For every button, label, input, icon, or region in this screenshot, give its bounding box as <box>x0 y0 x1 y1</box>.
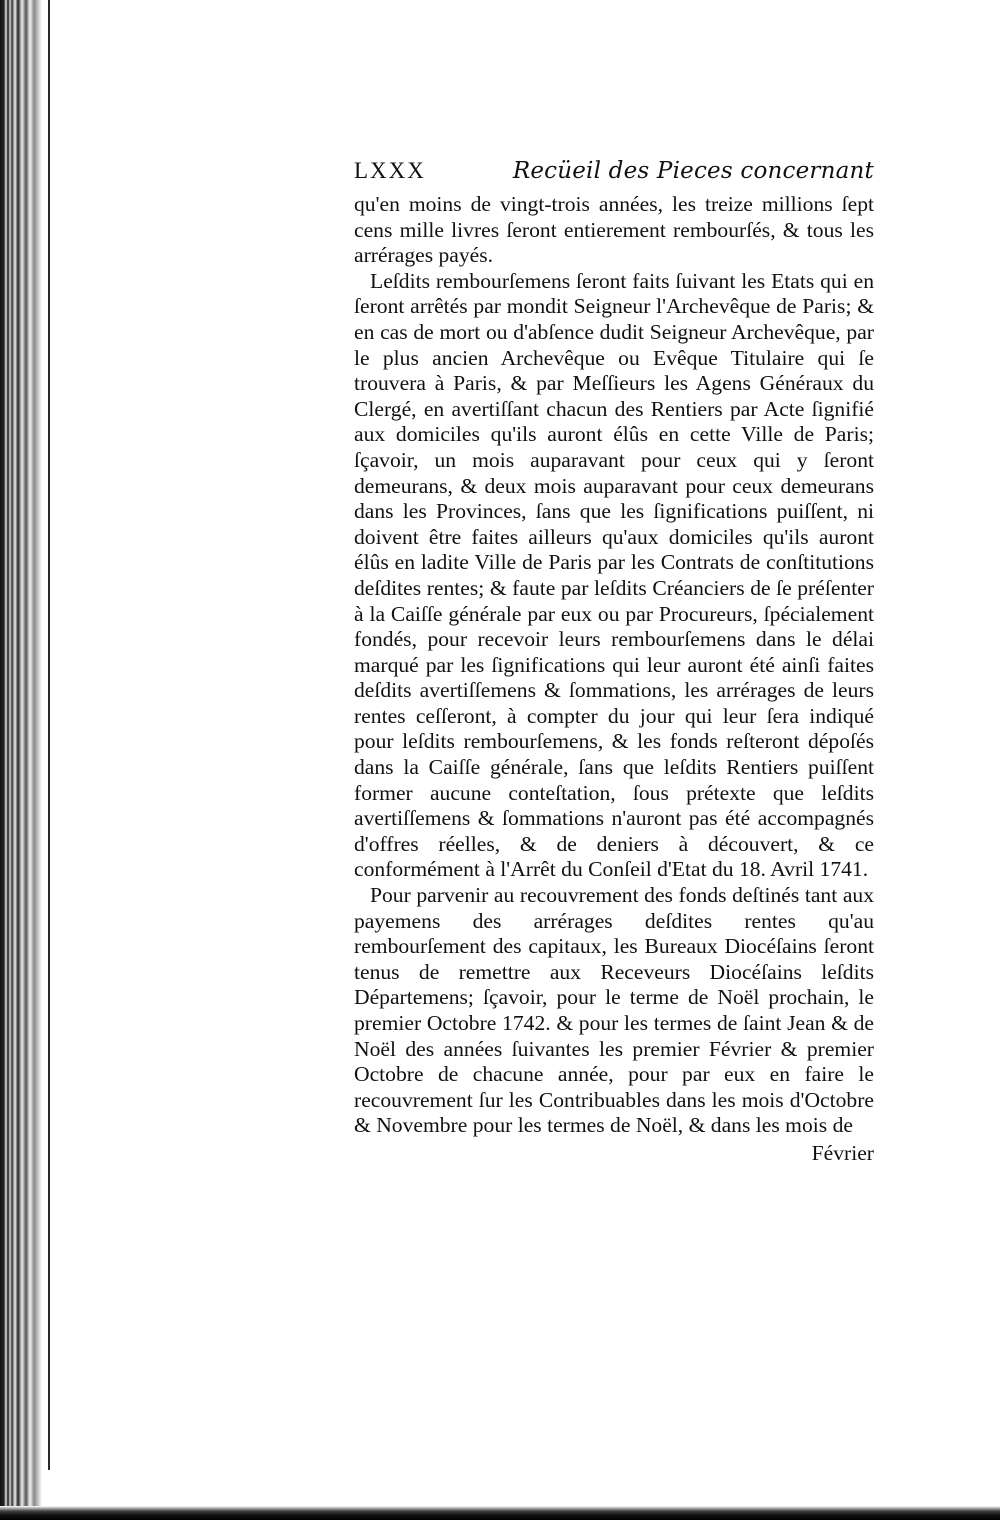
paragraph-continuation: qu'en moins de vingt-trois années, les treize millions ſept cens mille livres ſeront entierement rembourſés, & tous les arrérages payés. <box>354 192 874 268</box>
paragraph-reimbursements: Leſdits rembourſemens ſeront faits ſuivant les Etats qui en ſeront arrêtés par mondit Seigneur l'Archevêque de Paris; & en cas de mort ou d'abſence dudit Seigneur Archevêque, par le plus ancien Archevêque ou Evêque Titulaire qui ſe trouvera à Paris, & par Meſſieurs les Agens Généraux du Clergé, en avertiſſant chacun des Rentiers par Acte ſignifié aux domiciles qu'ils auront élûs en cette Ville de Paris; ſçavoir, un mois auparavant pour ceux qui y ſeront demeurans, & deux mois auparavant pour ceux demeurans dans les Provinces, ſans que les ſignifications puiſſent, ni doivent être faites ailleurs qu'aux domiciles qu'ils auront élûs en ladite Ville de Paris par les Contrats de conſtitutions deſdites rentes; & faute par leſdits Créanciers de ſe préſenter à la Caiſſe générale par eux ou par Procureurs, ſpécialement fondés, pour recevoir leurs rembourſemens dans le délai marqué par les ſignifications qui leur auront été ainſi faites deſdits avertiſſemens & ſommations, les arrérages de leurs rentes ceſſeront, à compter du jour qui leur ſera indiqué pour leſdits rembourſemens, & les fonds reſteront dépoſés dans la Caiſſe générale, ſans que leſdits Rentiers puiſſent former aucune conteſtation, ſous prétexte que leſdits avertiſſemens & ſommations n'auront pas été accompagnés d'offres réelles, & de deniers à découvert, & ce conformément à l'Arrêt du Conſeil d'Etat du 18. Avril 1741. <box>354 268 874 882</box>
gutter-line <box>48 0 50 1470</box>
book-binding-edge <box>0 0 42 1520</box>
page-bottom-edge <box>0 1506 1000 1520</box>
book-page <box>354 158 874 1167</box>
paragraph-recovery: Pour parvenir au recouvrement des fonds deſtinés tant aux payemens des arrérages deſdites rentes qu'au rembourſement des capitaux, les Bureaux Diocéſains ſeront tenus de remettre aux Receveurs Diocéſains leſdits Départemens; ſçavoir, pour le terme de Noël prochain, le premier Octobre 1742. & pour les termes de ſaint Jean & de Noël des années ſuivantes les premier Février & premier Octobre de chacune année, pour par eux en faire le recouvrement ſur les Contribuables dans les mois d'Octobre & Novembre pour les termes de Noël, & dans les mois de <box>354 883 874 1138</box>
page-number: LXXX <box>354 158 426 183</box>
running-title: Recüeil des Pieces concernant <box>512 158 874 184</box>
body-text <box>354 192 874 1139</box>
catchword: Février <box>811 1140 874 1165</box>
page-header <box>354 158 874 192</box>
